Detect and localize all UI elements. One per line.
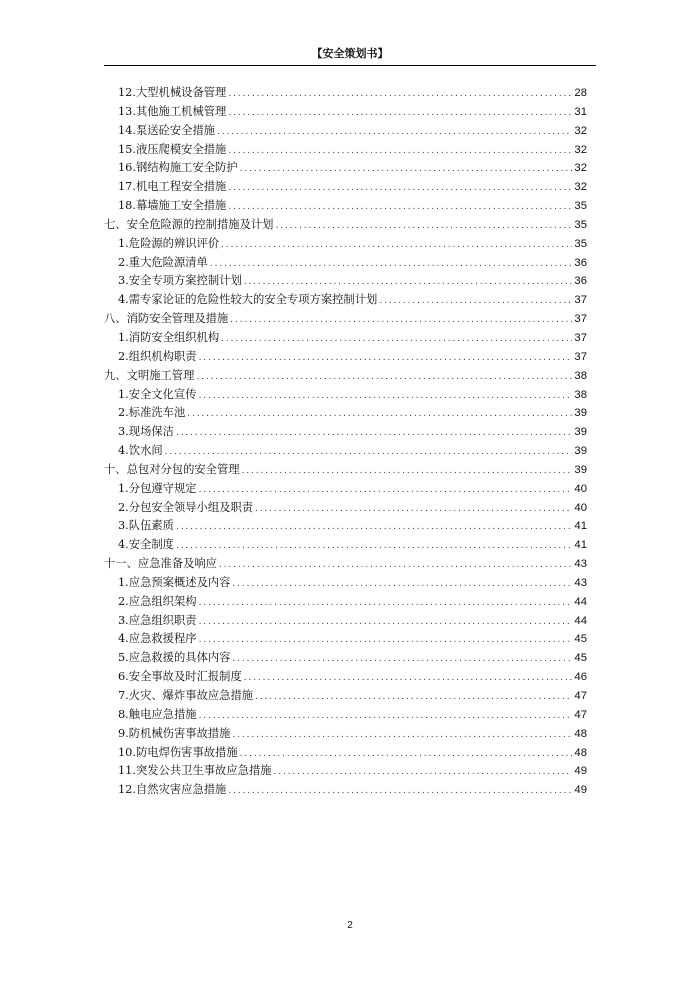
toc-entry-page: 40 — [574, 482, 587, 495]
toc-entry-number: 5. — [118, 651, 129, 665]
toc-entry[interactable] — [104, 668, 587, 687]
toc-entry-page: 49 — [574, 784, 587, 797]
dot-leader — [228, 183, 572, 193]
toc-entry-page: 49 — [574, 765, 587, 778]
toc-entry[interactable] — [104, 499, 587, 518]
toc-entry-title: 防电焊伤害事故措施 — [135, 745, 238, 759]
toc-entry-page: 38 — [574, 388, 587, 401]
toc-entry[interactable] — [104, 329, 587, 348]
toc-entry-page: 28 — [574, 87, 587, 99]
dot-leader — [221, 334, 572, 344]
toc-entry-title: 十一、应急准备及响应 — [104, 557, 217, 571]
toc-entry-page: 32 — [574, 181, 587, 194]
dot-leader — [230, 315, 572, 325]
toc-entry-title: 2.重大危险源清单 — [118, 255, 208, 269]
toc-entry-page: 44 — [574, 595, 587, 608]
toc-entry-page: 39 — [574, 463, 587, 476]
table-of-contents — [104, 84, 587, 800]
toc-entry-number: 3. — [118, 613, 129, 627]
dot-leader — [240, 164, 573, 174]
toc-entry[interactable] — [104, 555, 587, 574]
dot-leader — [196, 372, 572, 382]
toc-entry[interactable] — [104, 612, 587, 631]
toc-entry-title: 安全事故及时汇报制度 — [128, 670, 242, 684]
dot-leader — [242, 466, 573, 476]
dot-leader — [210, 259, 573, 269]
toc-entry-title: 4.饮水间 — [118, 444, 163, 458]
toc-entry[interactable] — [104, 442, 587, 461]
dot-leader — [199, 617, 573, 627]
dot-leader — [228, 146, 572, 156]
toc-entry[interactable] — [104, 235, 587, 254]
toc-entry[interactable] — [104, 84, 587, 103]
toc-entry-title: 2.标准洗车池 — [118, 406, 186, 420]
toc-entry[interactable] — [104, 141, 587, 160]
dot-leader — [199, 391, 573, 401]
dot-leader — [199, 353, 573, 363]
toc-entry-title: 12.大型机械设备管理 — [118, 86, 227, 99]
toc-entry-page: 47 — [574, 690, 587, 702]
dot-leader — [228, 89, 572, 99]
toc-entry-title: 七、安全危险源的控制措施及计划 — [104, 217, 274, 231]
toc-entry[interactable] — [104, 254, 587, 273]
toc-entry[interactable] — [104, 178, 587, 197]
toc-entry-title: 18.幕墙施工安全措施 — [118, 199, 227, 213]
toc-entry-number: 9. — [118, 726, 129, 740]
toc-entry-page: 40 — [574, 501, 587, 514]
toc-entry[interactable] — [104, 272, 587, 291]
toc-entry-title: 九、文明施工管理 — [104, 368, 195, 382]
toc-entry[interactable] — [104, 649, 587, 668]
toc-entry-number: 11. — [118, 764, 136, 778]
dot-leader — [275, 221, 572, 231]
dot-leader — [274, 767, 573, 777]
toc-entry-number: 1. — [118, 575, 129, 589]
toc-entry-title: 应急救援程序 — [128, 632, 197, 646]
toc-entry[interactable] — [104, 536, 587, 555]
toc-entry-title: 3.现场保洁 — [118, 425, 174, 439]
dot-leader — [176, 541, 572, 551]
toc-entry-page: 32 — [574, 143, 587, 156]
toc-entry-title: 应急组织架构 — [128, 594, 197, 608]
dot-leader — [219, 560, 572, 570]
toc-entry-title: 应急组织职责 — [128, 613, 197, 627]
toc-entry-title: 13.其他施工机械管理 — [118, 104, 227, 118]
toc-entry-page: 32 — [574, 124, 587, 137]
toc-entry-page: 48 — [574, 727, 587, 740]
toc-entry-number: 10. — [118, 745, 136, 759]
toc-entry-page: 43 — [574, 576, 587, 589]
dot-leader — [379, 296, 572, 306]
dot-leader — [199, 635, 573, 645]
toc-entry[interactable] — [104, 461, 587, 480]
toc-entry[interactable] — [104, 386, 587, 405]
toc-entry-title: 火灾、爆炸事故应急措施 — [128, 689, 254, 702]
toc-entry-title: 16.钢结构施工安全防护 — [118, 161, 238, 175]
toc-entry[interactable] — [104, 404, 587, 423]
toc-entry[interactable] — [104, 517, 587, 536]
toc-entry[interactable] — [104, 423, 587, 442]
toc-entry-number: 4. — [118, 632, 129, 646]
toc-entry-page: 35 — [574, 200, 587, 213]
toc-entry-page: 39 — [574, 426, 587, 439]
dot-leader — [240, 749, 573, 759]
toc-entry-title: 14.泵送砼安全措施 — [118, 123, 216, 137]
toc-entry-title: 八、消防安全管理及措施 — [104, 312, 229, 326]
document-header: 【安全策划书】 — [311, 47, 389, 60]
toc-entry-title: 防机械伤害事故措施 — [128, 726, 231, 740]
dot-leader — [232, 730, 572, 740]
dot-leader — [244, 277, 573, 287]
dot-leader — [217, 127, 572, 137]
toc-entry-page: 36 — [574, 275, 587, 288]
toc-entry-title: 4.需专家论证的危险性较大的安全专项方案控制计划 — [118, 293, 378, 307]
toc-entry-page: 37 — [574, 294, 587, 307]
toc-entry[interactable] — [104, 216, 587, 235]
toc-entry-page: 31 — [574, 105, 587, 118]
toc-entry-page: 45 — [574, 633, 587, 646]
toc-entry-page: 48 — [574, 746, 587, 759]
dot-leader — [232, 654, 572, 664]
toc-entry-page: 41 — [574, 539, 587, 552]
toc-entry-number: 12. — [118, 783, 136, 797]
toc-entry-number: 7. — [118, 689, 129, 702]
dot-leader — [255, 692, 572, 702]
toc-entry-title: 1.分包遵守规定 — [118, 481, 197, 495]
dot-leader — [199, 598, 573, 608]
toc-entry[interactable] — [104, 687, 587, 706]
dot-leader — [199, 485, 573, 495]
toc-entry-page: 38 — [574, 369, 587, 382]
toc-entry-number: 6. — [118, 670, 129, 684]
toc-entry[interactable] — [104, 348, 587, 367]
toc-entry-title: 突发公共卫生事故应急措施 — [135, 764, 272, 778]
page-number: 2 — [347, 920, 353, 931]
toc-entry[interactable] — [104, 159, 587, 178]
toc-entry-title: 15.液压爬模安全措施 — [118, 142, 227, 156]
toc-entry-number: 8. — [118, 707, 129, 721]
toc-entry-title: 1.危险源的辨识评价 — [118, 236, 220, 250]
dot-leader — [228, 202, 572, 212]
toc-entry-number: 2. — [118, 594, 129, 608]
toc-entry-title: 2.组织机构职责 — [118, 349, 197, 363]
toc-entry-page: 39 — [574, 445, 587, 458]
toc-entry[interactable] — [104, 197, 587, 216]
header-divider — [104, 65, 596, 66]
toc-entry-page: 36 — [574, 256, 587, 269]
toc-entry-page: 35 — [574, 218, 587, 231]
toc-entry-title: 应急预案概述及内容 — [128, 575, 231, 589]
dot-leader — [176, 428, 572, 438]
toc-entry-page: 37 — [574, 313, 587, 326]
toc-entry-title: 1.消防安全组织机构 — [118, 330, 220, 344]
toc-entry[interactable] — [104, 744, 587, 763]
toc-entry-title: 触电应急措施 — [128, 707, 197, 721]
dot-leader — [232, 579, 572, 589]
toc-entry[interactable] — [104, 706, 587, 725]
toc-entry[interactable] — [104, 122, 587, 141]
toc-entry-page: 35 — [574, 237, 587, 250]
toc-entry[interactable] — [104, 725, 587, 744]
toc-entry[interactable] — [104, 781, 587, 800]
toc-entry-title: 自然灾害应急措施 — [135, 783, 227, 797]
toc-entry[interactable] — [104, 291, 587, 310]
toc-entry[interactable] — [104, 630, 587, 649]
toc-entry-page: 47 — [574, 708, 587, 721]
dot-leader — [244, 673, 573, 683]
toc-entry-page: 32 — [574, 162, 587, 175]
toc-entry-page: 41 — [574, 520, 587, 533]
toc-entry-page: 39 — [574, 407, 587, 420]
dot-leader — [228, 108, 572, 118]
dot-leader — [255, 504, 572, 514]
toc-entry-page: 37 — [574, 331, 587, 344]
toc-entry[interactable] — [104, 593, 587, 612]
dot-leader — [199, 711, 573, 721]
toc-entry[interactable] — [104, 574, 587, 593]
toc-entry-page: 46 — [574, 671, 587, 684]
toc-entry[interactable] — [104, 103, 587, 122]
toc-entry-title: 17.机电工程安全措施 — [118, 180, 227, 194]
toc-entry-page: 45 — [574, 652, 587, 665]
toc-entry[interactable] — [104, 367, 587, 386]
toc-entry-title: 3.安全专项方案控制计划 — [118, 274, 242, 288]
dot-leader — [187, 409, 572, 419]
dot-leader — [221, 240, 572, 250]
dot-leader — [165, 447, 573, 457]
dot-leader — [176, 522, 572, 532]
toc-entry-title: 1.安全文化宣传 — [118, 387, 197, 401]
dot-leader — [228, 786, 572, 796]
toc-entry-page: 37 — [574, 350, 587, 363]
toc-entry-title: 十、总包对分包的安全管理 — [104, 462, 240, 476]
toc-entry[interactable] — [104, 762, 587, 781]
toc-entry-title: 4.安全制度 — [118, 538, 174, 552]
toc-entry[interactable] — [104, 310, 587, 329]
toc-entry-title: 2.分包安全领导小组及职责 — [118, 500, 254, 514]
toc-entry[interactable] — [104, 480, 587, 499]
toc-entry-page: 43 — [574, 558, 587, 571]
toc-entry-title: 3.队伍素质 — [118, 519, 174, 533]
toc-entry-page: 44 — [574, 614, 587, 627]
toc-entry-title: 应急救援的具体内容 — [128, 651, 231, 665]
